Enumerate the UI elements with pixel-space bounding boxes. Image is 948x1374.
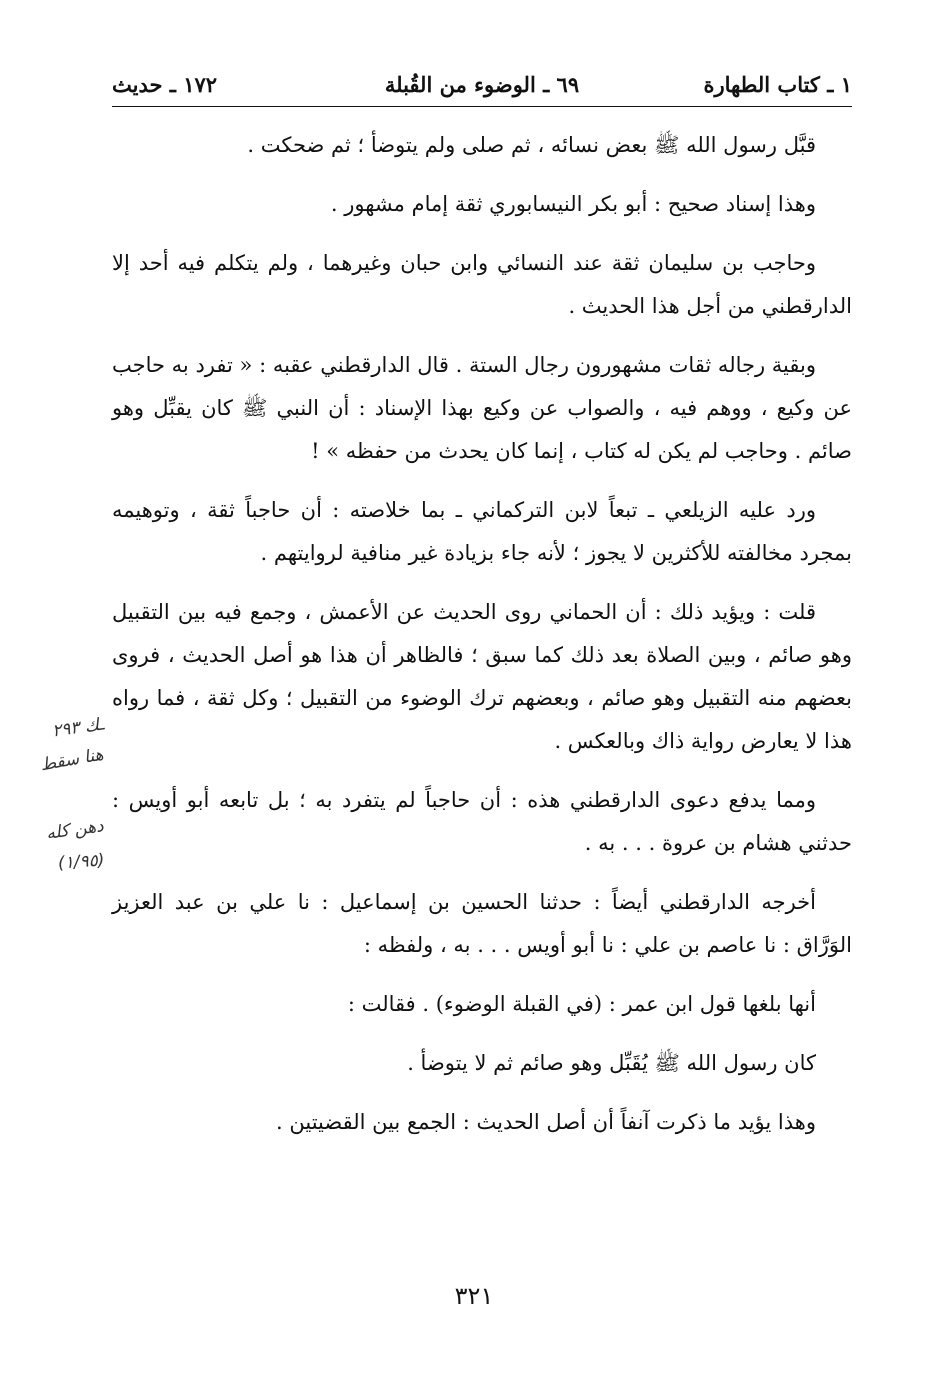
paragraph: وبقية رجاله ثقات مشهورون رجال الستة . قال الدارقطني عقبه : « تفرد به حاجب عن وكيع ، ووهم فيه ، والصواب عن وكيع بهذا الإسناد : أن النبي ﷺ كان يقبِّل وهو صائم . وحاجب لم يكن له كتاب ، إنما كان يحدث من حفظه » !	[112, 353, 852, 463]
chapter-title: ٦٩ ـ الوضوء من القُبلة	[384, 72, 580, 97]
paragraph: قبَّل رسول الله ﷺ بعض نسائه ، ثم صلى ولم يتوضأ ؛ ثم ضحكت .	[247, 133, 816, 157]
margin-note: دهن كله	[45, 816, 106, 844]
paragraph: أخرجه الدارقطني أيضاً : حدثنا الحسين بن إسماعيل : نا علي بن عبد العزيز الوَرَّاق : نا عاصم بن علي : نا أبو أويس . . . به ، ولفظه :	[112, 890, 852, 957]
page-body	[112, 124, 852, 1160]
margin-note: هنا سقط	[39, 744, 106, 776]
margin-note: ـك ٢٩٣	[50, 714, 106, 742]
running-header	[112, 68, 852, 102]
paragraph: أنها بلغها قول ابن عمر : (في القبلة الوضوء) . فقالت :	[347, 992, 816, 1016]
paragraph: ومما يدفع دعوى الدارقطني هذه : أن حاجباً لم يتفرد به ؛ بل تابعه أبو أويس : حدثني هشام بن عروة . . . به .	[112, 788, 852, 855]
paragraph: وهذا يؤيد ما ذكرت آنفاً أن أصل الحديث : الجمع بين القضيتين .	[276, 1110, 816, 1134]
page-number: ٣٢١	[454, 1282, 494, 1310]
margin-note: (١/٩٥)	[56, 850, 105, 874]
header-rule	[112, 106, 852, 107]
paragraph: ورد عليه الزيلعي ـ تبعاً لابن التركماني ـ بما خلاصته : أن حاجباً ثقة ، وتوهيمه بمجرد مخالفته للأكثرين لا يجوز ؛ لأنه جاء بزيادة غير منافية لروايتهم .	[112, 498, 852, 565]
paragraph: وهذا إسناد صحيح : أبو بكر النيسابوري ثقة إمام مشهور .	[330, 192, 816, 216]
paragraph: كان رسول الله ﷺ يُقَبِّل وهو صائم ثم لا يتوضأ .	[407, 1051, 816, 1075]
handwritten-margin-notes	[4, 700, 108, 890]
paragraph: قلت : ويؤيد ذلك : أن الحماني روى الحديث عن الأعمش ، وجمع فيه بين التقبيل وهو صائم ، وبين الصلاة بعد ذلك كما سبق ؛ فالظاهر أن هذا هو أصل الحديث ، فروى بعضهم منه التقبيل وهو صائم ، وبعضهم ترك الوضوء من التقبيل ؛ وكل ثقة ، فما رواه هذا لا يعارض رواية ذاك وبالعكس .	[112, 600, 852, 753]
paragraph: وحاجب بن سليمان ثقة عند النسائي وابن حبان وغيرهما ، ولم يتكلم فيه أحد إلا الدارقطني من أجل هذا الحديث .	[112, 251, 852, 318]
hadith-number: ١٧٢ ـ حديث	[112, 72, 218, 97]
book-title: ١ ـ كتاب الطهارة	[703, 72, 852, 97]
